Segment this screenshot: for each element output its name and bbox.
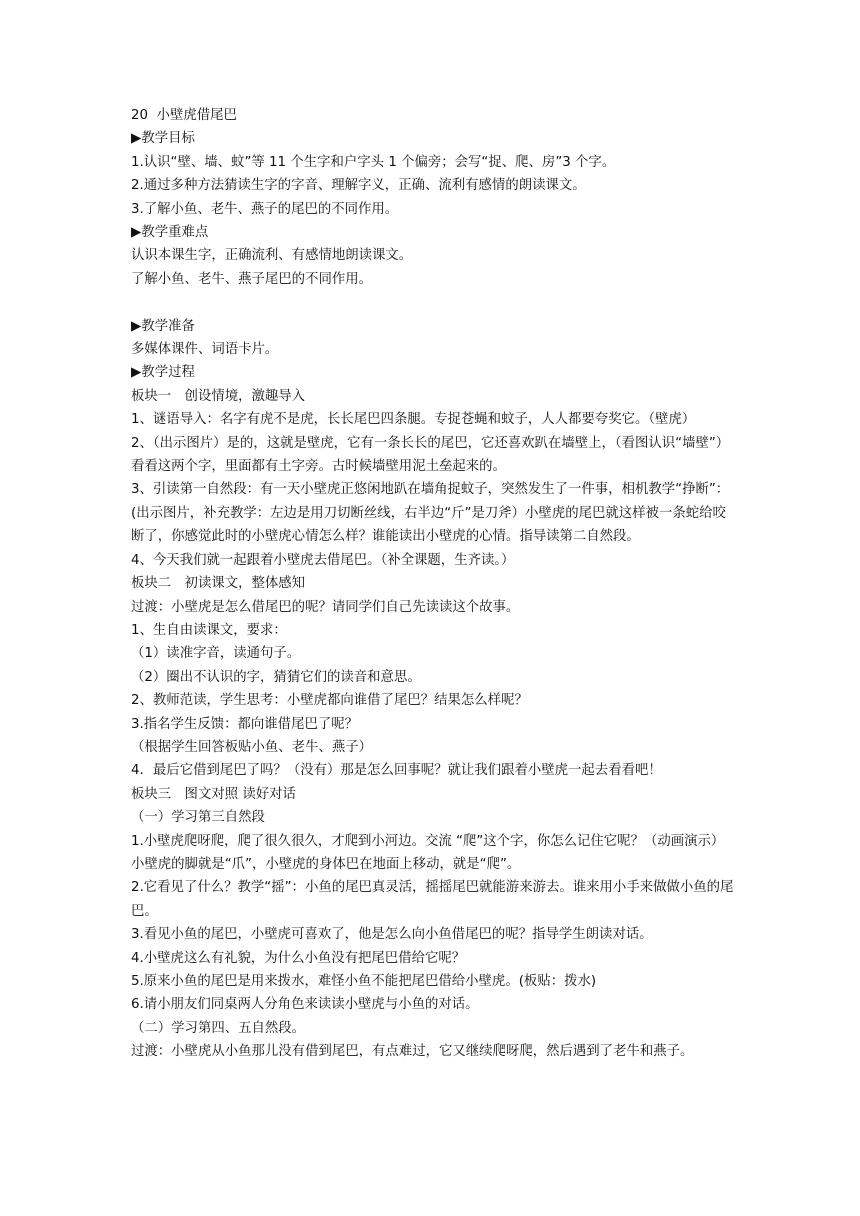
paragraph-line: 2.它看见了什么？教学“摇”：小鱼的尾巴真灵活，摇摇尾巴就能游来游去。谁来用小手来做做小鱼的尾巴。 — [131, 880, 734, 919]
paragraph-line: 4.小壁虎这么有礼貌，为什么小鱼没有把尾巴借给它呢？ — [131, 950, 466, 966]
block-heading-2: 板块二 初读课文，整体感知 — [131, 576, 306, 592]
paragraph-line: 3.了解小鱼、老牛、燕子的尾巴的不同作用。 — [131, 201, 399, 217]
paragraph-line: 认识本课生字，正确流利、有感情地朗读课文。 — [131, 248, 413, 264]
paragraph-line: 5.原来小鱼的尾巴是用来拨水，难怪小鱼不能把尾巴借给小壁虎。(板贴：拨水) — [131, 974, 597, 990]
blank-line — [131, 291, 735, 314]
paragraph-line: 3.指名学生反馈：都向谁借尾巴了呢？ — [131, 716, 359, 732]
section-heading-preparation: ▶教学准备 — [131, 318, 195, 334]
paragraph-line: 4、今天我们就一起跟着小壁虎去借尾巴。（补全课题，生齐读。） — [131, 552, 515, 568]
paragraph-line: 3.看见小鱼的尾巴，小壁虎可喜欢了，他是怎么向小鱼借尾巴的呢？指导学生朗读对话。 — [131, 927, 653, 943]
paragraph-line: 多媒体课件、词语卡片。 — [131, 342, 279, 358]
paragraph-line: （2）圈出不认识的字，猜猜它们的读音和意思。 — [131, 669, 421, 685]
paragraph-line: 了解小鱼、老牛、燕子尾巴的不同作用。 — [131, 271, 373, 287]
paragraph-line: （1）读准字音，读通句子。 — [131, 646, 301, 662]
paragraph-line: 2、教师范读，学生思考：小壁虎都向谁借了尾巴？结果怎么样呢？ — [131, 693, 528, 709]
section-heading-objectives: ▶教学目标 — [131, 131, 195, 147]
section-heading-process: ▶教学过程 — [131, 365, 195, 381]
paragraph-line: （二）学习第四、五自然段。 — [131, 1020, 306, 1036]
block-heading-3: 板块三 图文对照 读好对话 — [131, 786, 296, 802]
paragraph-line: 1、谜语导入：名字有虎不是虎，长长尾巴四条腿。专捉苍蝇和蚊子，人人都要夸奖它。（壁虎） — [131, 412, 696, 428]
block-heading-1: 板块一 创设情境，激趣导入 — [131, 388, 306, 404]
paragraph-line: 3、引读第一自然段：有一天小壁虎正悠闲地趴在墙角捉蚊子，突然发生了一件事，相机教学“挣断”：(出示图片，补充教学：左边是用刀切断丝线，右半边“斤”是刀斧）小壁虎的尾巴就这样被一条蛇给咬断了，你感觉此时的小壁虎心情怎么样？谁能读出小壁虎的心情。指导读第二自然段。 — [131, 482, 730, 545]
paragraph-line: 1.小壁虎爬呀爬，爬了很久很久，才爬到小河边。交流 “爬”这个字，你怎么记住它呢？（动画演示） 小壁虎的脚就是“爪”，小壁虎的身体巴在地面上移动，就是“爬”。 — [131, 833, 732, 872]
paragraph-line: 过渡：小壁虎从小鱼那儿没有借到尾巴，有点难过，它又继续爬呀爬，然后遇到了老牛和燕子。 — [131, 1044, 694, 1060]
paragraph-line: 2.通过多种方法猜读生字的字音、理解字义，正确、流利有感情的朗读课文。 — [131, 178, 586, 194]
paragraph-line: 4．最后它借到尾巴了吗？（没有）那是怎么回事呢？就让我们跟着小壁虎一起去看看吧！ — [131, 763, 662, 779]
paragraph-line: 1.认识“壁、墙、蚊”等 11 个生字和户字头 1 个偏旁；会写“捉、爬、房”3 个字。 — [131, 154, 616, 170]
paragraph-line: 过渡：小壁虎是怎么借尾巴的呢？请同学们自己先读读这个故事。 — [131, 599, 520, 615]
paragraph-line: （根据学生回答板贴小鱼、老牛、燕子） — [131, 739, 373, 755]
document-body — [131, 104, 735, 1064]
section-heading-key-points: ▶教学重难点 — [131, 225, 209, 241]
paragraph-line: 1、生自由读课文，要求： — [131, 622, 287, 638]
paragraph-line: （一）学习第三自然段 — [131, 810, 265, 826]
document-title: 20 小壁虎借尾巴 — [131, 108, 237, 123]
paragraph-line: 6.请小朋友们同桌两人分角色来读读小壁虎与小鱼的对话。 — [131, 997, 479, 1013]
paragraph-line: 2、（出示图片）是的，这就是壁虎，它有一条长长的尾巴，它还喜欢趴在墙壁上，（看图认识“墙壁”）看看这两个字，里面都有土字旁。古时候墙壁用泥土垒起来的。 — [131, 435, 730, 475]
